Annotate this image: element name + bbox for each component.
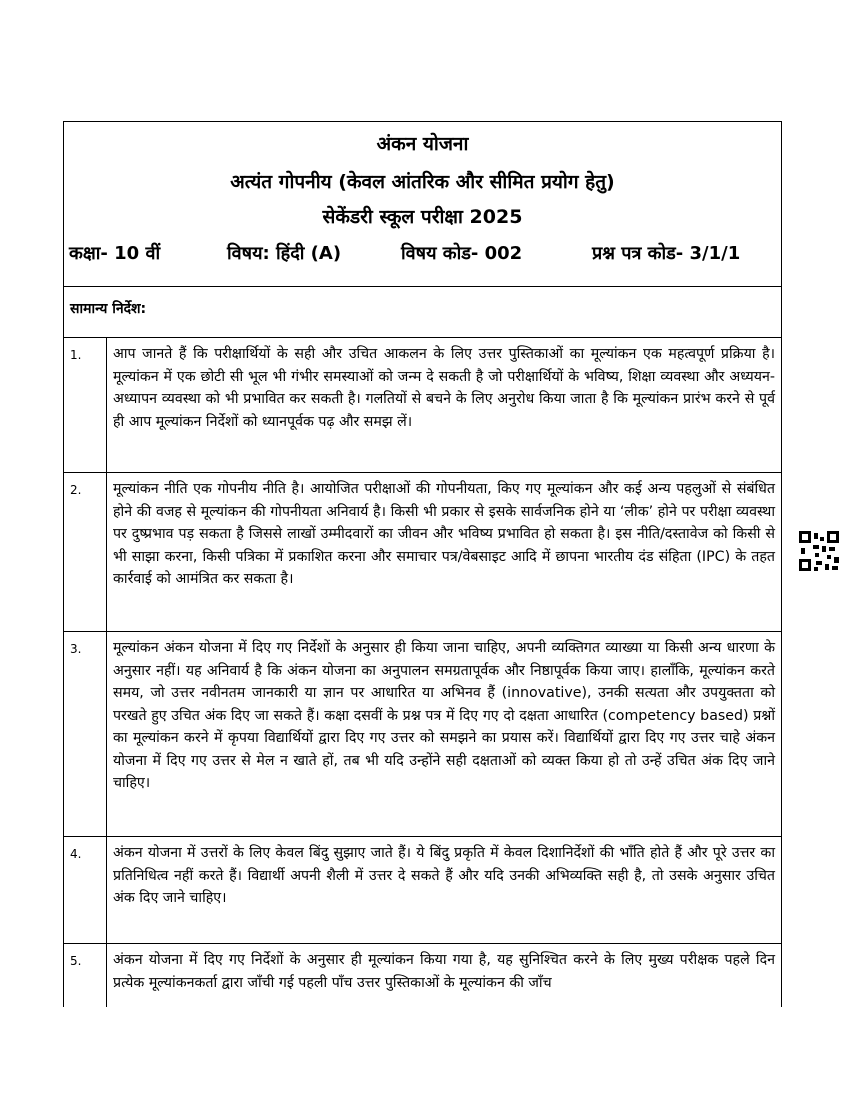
- general-instructions-heading: [64, 287, 781, 338]
- general-heading-text: सामान्य निर्देश:: [70, 301, 147, 317]
- instruction-row: [64, 338, 781, 473]
- instruction-text: मूल्यांकन नीति एक गोपनीय नीति है। आयोजित परीक्षाओं की गोपनीयता, किए गए मूल्यांकन और कई अन्य पहलुओं से संबंधित होने की वजह से मूल्यांकन की गोपनीयता अनिवार्य है। किसी भी प्रकार से इसके सार्वजनिक होने या ‘लीक’ होने पर परीक्षा व्यवस्था पर दुष्प्रभाव पड़ सकता है जिससे लाखों उम्मीदवारों का जीवन और भविष्य प्रभावित हो सकता है। इस नीति/दस्तावेज को किसी से भी साझा करना, किसी पत्रिका में प्रकाशित करना और समाचार पत्र/वेबसाइट आदि में छापना भारतीय दंड संहिता (IPC) के तहत कार्रवाई को आमंत्रित कर सकता है।: [113, 481, 775, 587]
- instruction-number: 4.: [64, 837, 107, 943]
- exam-name: सेकेंडरी स्कूल परीक्षा 2025: [322, 206, 523, 228]
- instruction-row: [64, 944, 781, 1007]
- instruction-text: आप जानते हैं कि परीक्षार्थियों के सही और उचित आकलन के लिए उत्तर पुस्तिकाओं का मूल्यांकन एक महत्वपूर्ण प्रक्रिया है। मूल्यांकन में एक छोटी सी भूल भी गंभीर समस्याओं को जन्म दे सकती है जो परीक्षार्थियों के भविष्य, शिक्षा व्यवस्था और अध्ययन-अध्यापन व्यवस्था को भी प्रभावित कर सकती है। गलतियों से बचने के लिए अनुरोध किया जाता है कि मूल्यांकन प्रारंभ करने से पूर्व ही आप मूल्यांकन निर्देशों को ध्यानपूर्वक पढ़ और समझ लें।: [113, 346, 775, 430]
- document-title: अंकन योजना: [376, 133, 469, 155]
- marking-scheme-document: [63, 121, 782, 1007]
- instruction-number: 5.: [64, 944, 107, 1007]
- instruction-number: 1.: [64, 338, 107, 472]
- document-header: [64, 122, 781, 287]
- instruction-row: [64, 473, 781, 632]
- class-label: कक्षा- 10 वीं: [69, 243, 161, 264]
- confidential-note: अत्यंत गोपनीय (केवल आंतरिक और सीमित प्रयोग हेतु): [230, 171, 615, 193]
- instruction-row: [64, 837, 781, 944]
- qr-code-icon: [799, 531, 839, 571]
- instruction-number: 3.: [64, 632, 107, 836]
- exam-meta: [64, 241, 781, 267]
- instruction-text: अंकन योजना में उत्तरों के लिए केवल बिंदु सुझाए जाते हैं। ये बिंदु प्रकृति में केवल दिशानिर्देशों की भाँति होते हैं और पूरे उत्तर का प्रतिनिधित्व नहीं करते हैं। विद्यार्थी अपनी शैली में उत्तर दे सकते हैं और यदि उनकी अभिव्यक्ति सही है, तो उसके अनुसार उचित अंक दिए जाने चाहिए।: [113, 845, 775, 906]
- instruction-text: मूल्यांकन अंकन योजना में दिए गए निर्देशों के अनुसार ही किया जाना चाहिए, अपनी व्यक्तिगत व्याख्या या किसी अन्य धारणा के अनुसार नहीं। यह अनिवार्य है कि अंकन योजना का अनुपालन समग्रतापूर्वक और निष्ठापूर्वक किया जाए। हालाँकि, मूल्यांकन करते समय, जो उत्तर नवीनतम जानकारी या ज्ञान पर आधारित या अभिनव हैं (innovative), उनकी सत्यता और उपयुक्तता को परखते हुए उचित अंक दिए जा सकते हैं। कक्षा दसवीं के प्रश्न पत्र में दिए गए दो दक्षता आधारित (competency based) प्रश्नों का मूल्यांकन करने में कृपया विद्यार्थियों द्वारा दिए गए उत्तर को समझने का प्रयास करें। विद्यार्थियों द्वारा दिए गए उत्तर चाहे अंकन योजना में दिए गए उत्तर से मेल न खाते हों, तब भी यदि उन्होंने सही दक्षताओं को व्यक्त किया हो तो उन्हें उचित अंक दिए जाने चाहिए।: [113, 640, 775, 791]
- instruction-text: अंकन योजना में दिए गए निर्देशों के अनुसार ही मूल्यांकन किया गया है, यह सुनिश्चित करने के लिए मुख्य परीक्षक पहले दिन प्रत्येक मूल्यांकनकर्ता द्वारा जाँची गई पहली पाँच उत्तर पुस्तिकाओं के मूल्यांकन की जाँच: [113, 952, 775, 991]
- paper-code: प्रश्न पत्र कोड- 3/1/1: [592, 243, 741, 264]
- instruction-row: [64, 632, 781, 837]
- instruction-number: 2.: [64, 473, 107, 631]
- subject-code: विषय कोड- 002: [401, 243, 523, 264]
- subject-label: विषय: हिंदी (A): [227, 243, 342, 264]
